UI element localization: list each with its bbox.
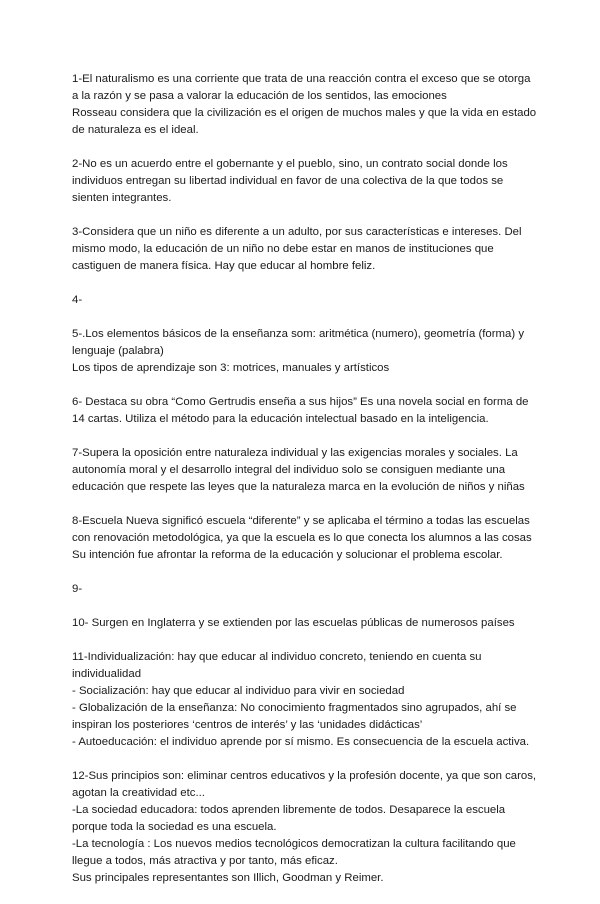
paragraph-4: [72, 292, 542, 309]
paragraph-3: [72, 224, 542, 275]
text-line: 11-Individualización: hay que educar al individuo concreto, teniendo en cuenta su: [72, 651, 482, 663]
text-line: -La tecnología : Los nuevos medios tecnológicos democratizan la cultura facilitando que: [72, 838, 516, 850]
text-line: 8-Escuela Nueva significó escuela “diferente” y se aplicaba el término a todas las escuelas: [72, 515, 530, 527]
text-line: 4-: [72, 294, 83, 306]
paragraph-1: [72, 71, 542, 139]
paragraph-8: [72, 513, 542, 564]
text-line: lenguaje (palabra): [72, 345, 164, 357]
text-line: - Autoeducación: el individuo aprende por sí mismo. Es consecuencia de la escuela activa.: [72, 736, 530, 748]
text-line: - Socialización: hay que educar al individuo para vivir en sociedad: [72, 685, 405, 697]
text-line: individuos entregan su libertad individual en favor de una colectiva de la que todos se: [72, 175, 504, 187]
text-line: 7-Supera la oposición entre naturaleza individual y las exigencias morales y sociales. La: [72, 447, 518, 459]
text-line: Sus principales representantes son Illich, Goodman y Reimer.: [72, 872, 384, 884]
paragraph-9: [72, 581, 542, 598]
text-line: 9-: [72, 583, 83, 595]
paragraph-10: [72, 615, 542, 632]
paragraph-6: [72, 394, 542, 428]
text-line: 10- Surgen en Inglaterra y se extienden por las escuelas públicas de numerosos países: [72, 617, 515, 629]
text-line: a la razón y se pasa a valorar la educación de los sentidos, las emociones: [72, 90, 447, 102]
text-line: mismo modo, la educación de un niño no debe estar en manos de instituciones que: [72, 243, 494, 255]
paragraph-11: [72, 649, 542, 751]
text-line: -La sociedad educadora: todos aprenden libremente de todos. Desaparece la escuela: [72, 804, 506, 816]
paragraph-5: [72, 326, 542, 377]
paragraph-2: [72, 156, 542, 207]
text-line: individualidad: [72, 668, 142, 680]
text-line: llegue a todos, más atractiva y por tanto, más eficaz.: [72, 855, 338, 867]
text-line: de naturaleza es el ideal.: [72, 124, 199, 136]
text-line: sienten integrantes.: [72, 192, 172, 204]
text-line: 5-.Los elementos básicos de la enseñanza som: aritmética (numero), geometría (forma) y: [72, 328, 525, 340]
text-line: castiguen de manera física. Hay que educar al hombre feliz.: [72, 260, 376, 272]
text-line: educación que respete las leyes que la naturaleza marca en la evolución de niños y niñas: [72, 481, 525, 493]
text-line: Rosseau considera que la civilización es el origen de muchos males y que la vida en estado: [72, 107, 537, 119]
text-line: Su intención fue afrontar la reforma de la educación y solucionar el problema escolar.: [72, 549, 503, 561]
text-line: - Globalización de la enseñanza: No conocimiento fragmentados sino agrupados, ahí se: [72, 702, 517, 714]
paragraph-7: [72, 445, 542, 496]
text-line: Los tipos de aprendizaje son 3: motrices, manuales y artísticos: [72, 362, 390, 374]
paragraph-12: [72, 768, 542, 887]
text-line: 1-El naturalismo es una corriente que trata de una reacción contra el exceso que se otorga: [72, 73, 531, 85]
text-line: 14 cartas. Utiliza el método para la educación intelectual basado en la inteligencia.: [72, 413, 489, 425]
text-line: 2-No es un acuerdo entre el gobernante y el pueblo, sino, un contrato social donde los: [72, 158, 508, 170]
text-line: 3-Considera que un niño es diferente a un adulto, por sus características e intereses. Del: [72, 226, 522, 238]
text-line: inspiran los posteriores ‘centros de interés’ y las ‘unidades didácticas’: [72, 719, 423, 731]
text-line: autonomía moral y el desarrollo integral del individuo solo se consiguen mediante una: [72, 464, 506, 476]
text-line: 6- Destaca su obra “Como Gertrudis enseña a sus hijos” Es una novela social en forma de: [72, 396, 529, 408]
text-line: porque toda la sociedad es una escuela.: [72, 821, 277, 833]
document-body: [72, 71, 542, 904]
text-line: con renovación metodológica, ya que la escuela es lo que conecta los alumnos a las cosas: [72, 532, 532, 544]
text-line: 12-Sus principios son: eliminar centros educativos y la profesión docente, ya que son caros,: [72, 770, 537, 782]
text-line: agotan la creatividad etc...: [72, 787, 205, 799]
